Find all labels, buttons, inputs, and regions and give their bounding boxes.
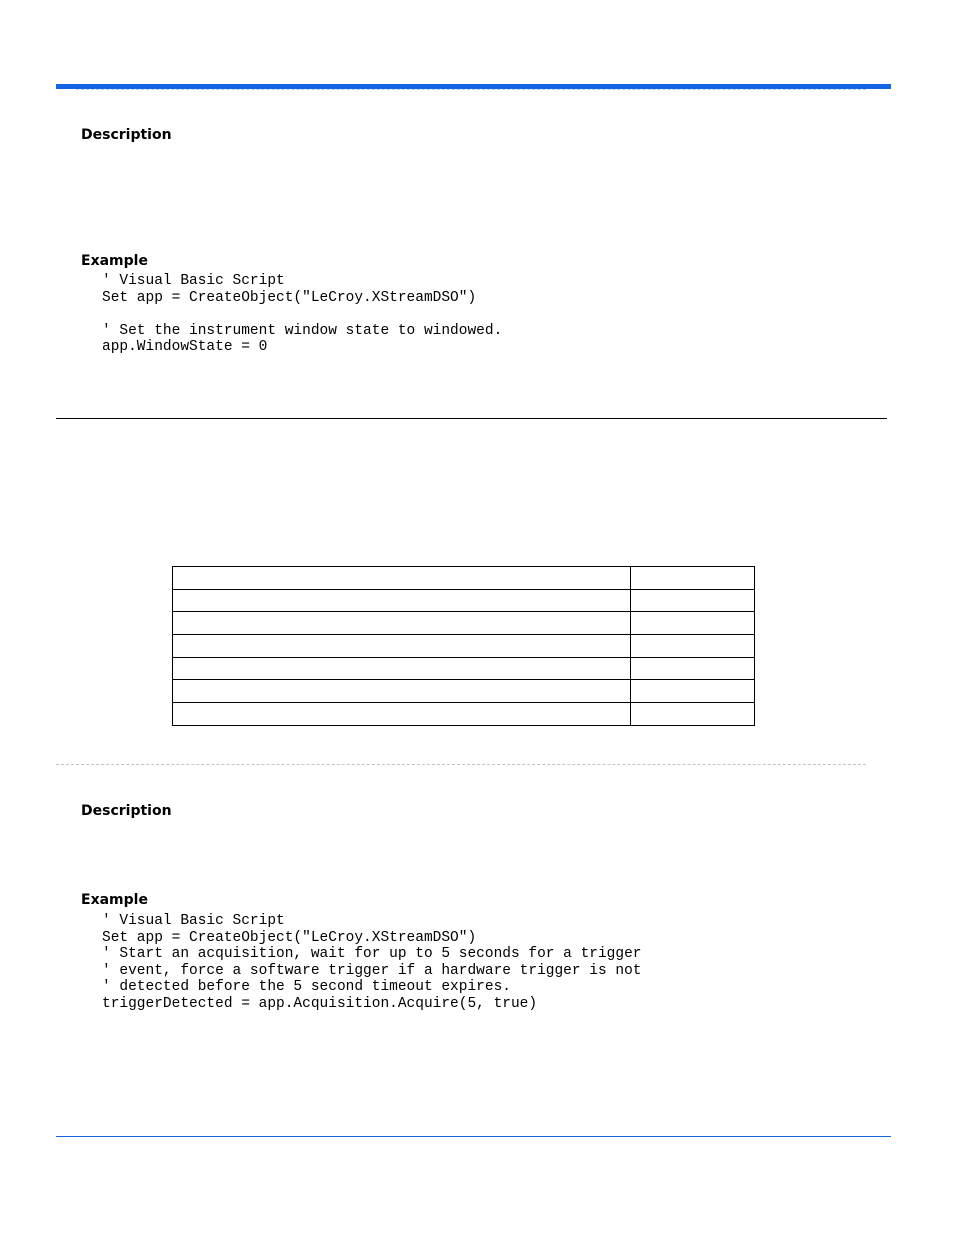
code-line: Set app = CreateObject("LeCroy.XStreamDSO"): [102, 289, 477, 306]
code-example-acquire: [102, 913, 642, 1012]
table-row: [173, 567, 755, 590]
table-cell: [631, 567, 755, 590]
table-cell: [173, 567, 631, 590]
table-row: [173, 589, 755, 612]
code-line: ' detected before the 5 second timeout expires.: [102, 979, 511, 995]
table-cell: [631, 657, 755, 680]
values-table: [172, 566, 755, 726]
table-cell: [631, 589, 755, 612]
table-cell: [173, 612, 631, 635]
table-cell: [173, 703, 631, 726]
table-cell: [173, 657, 631, 680]
header-dashed-line: [76, 89, 866, 90]
code-line: ' Visual Basic Script: [102, 913, 285, 929]
table-row: [173, 612, 755, 635]
table-row: [173, 680, 755, 703]
table-cell: [173, 589, 631, 612]
description-heading: Description: [81, 803, 172, 819]
code-line: ' Set the instrument window state to windowed.: [102, 322, 503, 339]
section-dashed-divider: [56, 764, 866, 765]
description-heading: Description: [81, 127, 172, 143]
example-heading: Example: [81, 892, 148, 908]
example-heading: Example: [81, 253, 148, 269]
table-row: [173, 703, 755, 726]
table-cell: [631, 680, 755, 703]
table-row: [173, 657, 755, 680]
section-divider: [56, 418, 887, 419]
code-line: ' Start an acquisition, wait for up to 5 seconds for a trigger: [102, 946, 642, 962]
code-line: ' Visual Basic Script: [102, 273, 285, 289]
table-row: [173, 635, 755, 658]
footer-rule: [56, 1136, 891, 1137]
code-line: triggerDetected = app.Acquisition.Acquire(5, true): [102, 995, 538, 1012]
table-cell: [173, 635, 631, 658]
table-cell: [631, 703, 755, 726]
code-line: app.WindowState = 0: [102, 339, 268, 355]
code-example-window-state: [102, 273, 502, 356]
table-cell: [173, 680, 631, 703]
table-cell: [631, 635, 755, 658]
code-line: Set app = CreateObject("LeCroy.XStreamDSO"): [102, 929, 477, 946]
table-cell: [631, 612, 755, 635]
code-line: ' event, force a software trigger if a hardware trigger is not: [102, 962, 642, 979]
